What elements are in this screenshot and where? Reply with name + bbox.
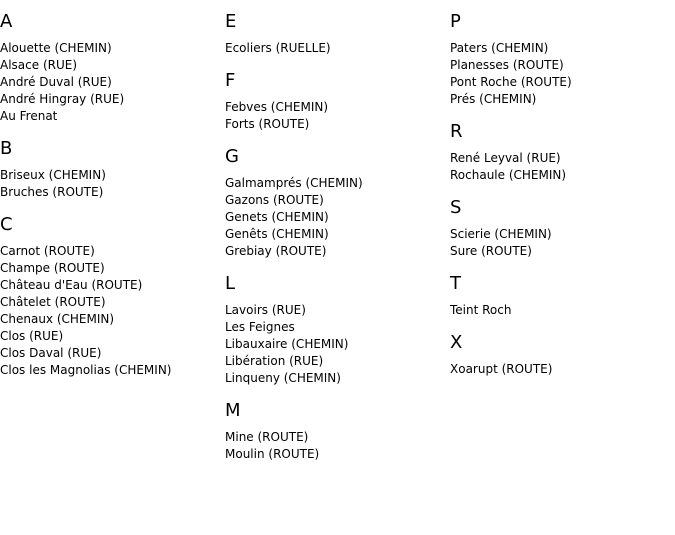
street-item: Château d'Eau (ROUTE) — [0, 278, 143, 292]
street-item: Planesses (ROUTE) — [450, 58, 564, 72]
street-item: Clos Daval (RUE) — [0, 346, 102, 360]
street-item: Paters (CHEMIN) — [450, 41, 549, 55]
street-item: Prés (CHEMIN) — [450, 92, 537, 106]
street-item: Clos les Magnolias (CHEMIN) — [0, 363, 172, 377]
letter-group-r — [450, 120, 675, 184]
street-list — [450, 302, 675, 319]
letter-heading: X — [450, 332, 463, 353]
street-item: René Leyval (RUE) — [450, 151, 561, 165]
letter-group-b — [0, 137, 225, 201]
letter-group-m — [225, 399, 450, 463]
street-item: Gazons (ROUTE) — [225, 193, 324, 207]
index-column-3 — [450, 10, 675, 390]
letter-group-g — [225, 145, 450, 260]
letter-group-e — [225, 10, 450, 57]
street-item: Genets (CHEMIN) — [225, 210, 329, 224]
street-item: Mine (ROUTE) — [225, 430, 309, 444]
street-list — [0, 243, 225, 379]
letter-group-x — [450, 331, 675, 378]
index-column-1 — [0, 10, 225, 391]
street-item: Alouette (CHEMIN) — [0, 41, 112, 55]
street-item: Champe (ROUTE) — [0, 261, 105, 275]
letter-group-l — [225, 272, 450, 387]
letter-heading: L — [225, 273, 236, 294]
street-item: Galmamprés (CHEMIN) — [225, 176, 363, 190]
letter-heading: A — [0, 11, 13, 32]
street-item: Linqueny (CHEMIN) — [225, 371, 341, 385]
street-list — [225, 175, 450, 260]
street-item: Clos (RUE) — [0, 329, 64, 343]
letter-heading: F — [225, 70, 236, 91]
letter-heading: M — [225, 400, 241, 421]
letter-heading: P — [450, 11, 461, 32]
street-list — [225, 40, 450, 57]
street-list — [225, 99, 450, 133]
street-item: Rochaule (CHEMIN) — [450, 168, 567, 182]
street-list — [450, 40, 675, 108]
letter-group-p — [450, 10, 675, 108]
street-list — [225, 429, 450, 463]
index-column-2 — [225, 10, 450, 475]
street-item: Lavoirs (RUE) — [225, 303, 306, 317]
street-item: Libauxaire (CHEMIN) — [225, 337, 349, 351]
street-list — [450, 361, 675, 378]
letter-heading: G — [225, 146, 239, 167]
letter-heading: E — [225, 11, 237, 32]
street-item: Forts (ROUTE) — [225, 117, 310, 131]
street-list — [450, 150, 675, 184]
street-item: Febves (CHEMIN) — [225, 100, 329, 114]
letter-group-a — [0, 10, 225, 125]
street-item: Ecoliers (RUELLE) — [225, 41, 331, 55]
letter-group-c — [0, 213, 225, 379]
street-item: André Hingray (RUE) — [0, 92, 125, 106]
street-list — [450, 226, 675, 260]
street-item: Libération (RUE) — [225, 354, 324, 368]
street-item: Teint Roch — [450, 303, 512, 317]
letter-heading: R — [450, 121, 463, 142]
letter-heading: B — [0, 138, 13, 159]
street-item: Châtelet (ROUTE) — [0, 295, 106, 309]
letter-group-s — [450, 196, 675, 260]
letter-heading: C — [0, 214, 13, 235]
street-item: Xoarupt (ROUTE) — [450, 362, 553, 376]
street-item: Pont Roche (ROUTE) — [450, 75, 572, 89]
street-list — [0, 40, 225, 125]
street-item: Sure (ROUTE) — [450, 244, 532, 258]
letter-heading: S — [450, 197, 462, 218]
street-item: Moulin (ROUTE) — [225, 447, 320, 461]
street-item: Alsace (RUE) — [0, 58, 78, 72]
street-item: Grebiay (ROUTE) — [225, 244, 327, 258]
street-item: Scierie (CHEMIN) — [450, 227, 552, 241]
letter-heading: T — [450, 273, 461, 294]
street-item: Genêts (CHEMIN) — [225, 227, 329, 241]
street-item: Bruches (ROUTE) — [0, 185, 104, 199]
letter-group-f — [225, 69, 450, 133]
street-item: Au Frenat — [0, 109, 58, 123]
letter-group-t — [450, 272, 675, 319]
street-list — [225, 302, 450, 387]
street-item: Carnot (ROUTE) — [0, 244, 95, 258]
street-item: Les Feignes — [225, 320, 295, 334]
street-item: Chenaux (CHEMIN) — [0, 312, 115, 326]
street-list — [0, 167, 225, 201]
street-item: André Duval (RUE) — [0, 75, 112, 89]
street-item: Briseux (CHEMIN) — [0, 168, 106, 182]
